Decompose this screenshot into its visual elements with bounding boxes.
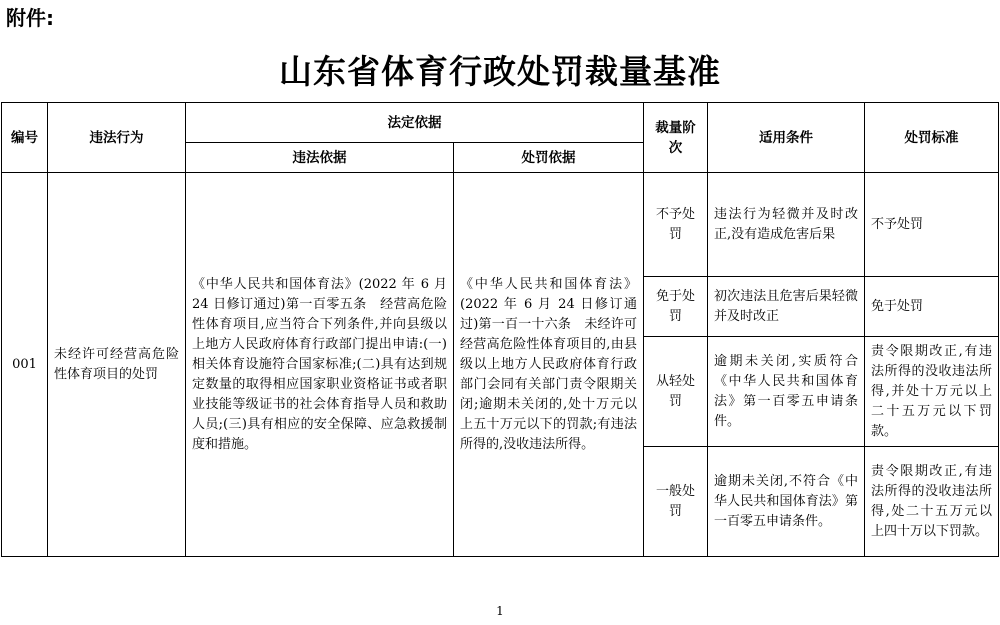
- table-row: [2, 173, 999, 277]
- condition-cell: 初次违法且危害后果轻微并及时改正: [708, 277, 865, 337]
- row-penalty-basis: 《中华人民共和国体育法》(2022 年 6 月 24 日修订通过)第一百一十六条 未经许可经营高危险性体育项目的,由县级以上地方人民政府体育行政部门会同有关部门责令限期关闭;逾期未关闭的,处十万元以上五十万元以下的罚款;有违法所得的,没收违法所得。: [454, 173, 644, 557]
- condition-cell: 违法行为轻微并及时改正,没有造成危害后果: [708, 173, 865, 277]
- level-cell: 不予处罚: [644, 173, 708, 277]
- page-title: 山东省体育行政处罚裁量基准: [279, 52, 721, 91]
- standard-cell: 免于处罚: [865, 277, 999, 337]
- level-cell: 免于处罚: [644, 277, 708, 337]
- row-violation-basis: 《中华人民共和国体育法》(2022 年 6 月 24 日修订通过)第一百零五条 经营高危险性体育项目,应当符合下列条件,并向县级以上地方人民政府体育行政部门提出申请:(一)相关体育设施符合国家标准;(二)具有达到规定数量的取得相应国家职业资格证书或者职业技能等级证书的社会体育指导人员和救助人员;(三)具有相应的安全保障、应急救援制度和措施。: [186, 173, 454, 557]
- standard-cell: 责令限期改正,有违法所得的没收违法所得,处二十五万元以上四十万以下罚款。: [865, 447, 999, 557]
- level-cell: 从轻处罚: [644, 337, 708, 447]
- header-level: 裁量阶次: [644, 103, 708, 173]
- penalty-table: [1, 102, 999, 557]
- standard-cell: 责令限期改正,有违法所得的没收违法所得,并处十万元以上二十五万元以下罚款。: [865, 337, 999, 447]
- row-no: 001: [2, 173, 48, 557]
- attachment-label: 附件:: [6, 6, 54, 30]
- header-no: 编号: [2, 103, 48, 173]
- header-standard: 处罚标准: [865, 103, 999, 173]
- header-condition: 适用条件: [708, 103, 865, 173]
- header-penalty-basis: 处罚依据: [454, 143, 644, 173]
- header-legal-basis: 法定依据: [186, 103, 644, 143]
- standard-cell: 不予处罚: [865, 173, 999, 277]
- level-cell: 一般处罚: [644, 447, 708, 557]
- header-violation-basis: 违法依据: [186, 143, 454, 173]
- condition-cell: 逾期未关闭,实质符合《中华人民共和国体育法》第一百零五申请条件。: [708, 337, 865, 447]
- header-act: 违法行为: [48, 103, 186, 173]
- condition-cell: 逾期未关闭,不符合《中华人民共和国体育法》第一百零五申请条件。: [708, 447, 865, 557]
- row-act: 未经许可经营高危险性体育项目的处罚: [48, 173, 186, 557]
- page-number: 1: [496, 604, 504, 618]
- header-row-1: [2, 103, 999, 143]
